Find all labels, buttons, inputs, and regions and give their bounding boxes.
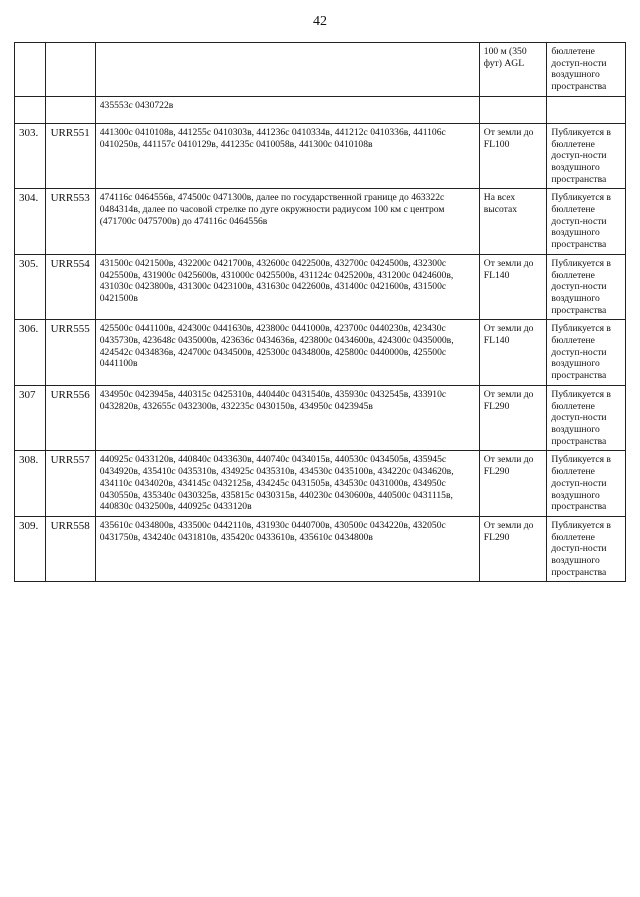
publication-note: Публикуется в бюллетене доступ-ности воздушного пространства — [547, 516, 626, 582]
cell-code — [45, 43, 95, 97]
publication-note: Публикуется в бюллетене доступ-ности воздушного пространства — [547, 123, 626, 189]
table-row — [15, 254, 626, 320]
publication-note: Публикуется в бюллетене доступ-ности воздушного пространства — [547, 254, 626, 320]
table-continuation-row — [15, 96, 626, 123]
area-code: URR557 — [45, 451, 95, 517]
altitude-limits: На всех высотах — [479, 189, 547, 255]
cell-coordinates: 435553с 0430722в — [95, 96, 479, 123]
area-code: URR556 — [45, 385, 95, 451]
cell-publication: бюллетене доступ-ности воздушного пространства — [547, 43, 626, 97]
area-code: URR555 — [45, 320, 95, 386]
row-number: 307 — [15, 385, 46, 451]
area-code: URR558 — [45, 516, 95, 582]
altitude-limits: От земли до FL290 — [479, 451, 547, 517]
area-coordinates: 441300с 0410108в, 441255с 0410303в, 441236с 0410334в, 441212с 0410336в, 441106с 0410250в, 441157с 0410129в, 441235с 0410058в, 441300с 0410108в — [95, 123, 479, 189]
publication-note: Публикуется в бюллетене доступ-ности воздушного пространства — [547, 451, 626, 517]
row-number: 308. — [15, 451, 46, 517]
area-code: URR554 — [45, 254, 95, 320]
table-row — [15, 516, 626, 582]
area-coordinates: 474116с 0464556в, 474500с 0471300в, далее по государственной границе до 463322с 0484314в, далее по часовой стрелке по дуге окружности радиусом 100 км с центром (471700с 0475700в) до 474116с 0464556в — [95, 189, 479, 255]
table-continued-header-row — [15, 43, 626, 97]
cell-altitude — [479, 96, 547, 123]
altitude-limits: От земли до FL100 — [479, 123, 547, 189]
table-row — [15, 385, 626, 451]
row-number: 306. — [15, 320, 46, 386]
restricted-areas-table — [14, 42, 626, 582]
cell-publication — [547, 96, 626, 123]
area-coordinates: 435610с 0434800в, 433500с 0442110в, 431930с 0440700в, 430500с 0434220в, 432050с 0431750в, 434240с 0431810в, 435420с 0433610в, 435610с 0434800в — [95, 516, 479, 582]
cell-number — [15, 96, 46, 123]
area-code: URR553 — [45, 189, 95, 255]
area-coordinates: 431500с 0421500в, 432200с 0421700в, 432600с 0422500в, 432700с 0424500в, 432300с 0425500в, 431900с 0425600в, 431000с 0425500в, 431124с 0425200в, 431200с 0424600в, 431030с 0423800в, 431300с 0423100в, 431630с 0422600в, 431400с 0421600в, 431500с 0421500в — [95, 254, 479, 320]
area-coordinates: 434950с 0423945в, 440315с 0425310в, 440440с 0431540в, 435930с 0432545в, 433910с 0432820в, 432655с 0432300в, 432235с 0430150в, 434950с 0423945в — [95, 385, 479, 451]
row-number: 304. — [15, 189, 46, 255]
cell-code — [45, 96, 95, 123]
row-number: 303. — [15, 123, 46, 189]
publication-note: Публикуется в бюллетене доступ-ности воздушного пространства — [547, 189, 626, 255]
page-number: 42 — [313, 14, 327, 29]
publication-note: Публикуется в бюллетене доступ-ности воздушного пространства — [547, 320, 626, 386]
cell-number — [15, 43, 46, 97]
publication-note: Публикуется в бюллетене доступ-ности воздушного пространства — [547, 385, 626, 451]
altitude-limits: От земли до FL140 — [479, 320, 547, 386]
altitude-limits: От земли до FL140 — [479, 254, 547, 320]
cell-altitude: 100 м (350 фут) AGL — [479, 43, 547, 97]
altitude-limits: От земли до FL290 — [479, 385, 547, 451]
table-row — [15, 123, 626, 189]
table-row — [15, 320, 626, 386]
table-row — [15, 189, 626, 255]
area-code: URR551 — [45, 123, 95, 189]
area-coordinates: 425500с 0441100в, 424300с 0441630в, 423800с 0441000в, 423700с 0440230в, 423430с 0435730в, 423648с 0435000в, 423636с 0434636в, 423800с 0434600в, 424300с 0435000в, 424542с 0434836в, 424700с 0434500в, 425300с 0434800в, 425800с 0440000в, 425500с 0441100в — [95, 320, 479, 386]
table-row — [15, 451, 626, 517]
row-number: 309. — [15, 516, 46, 582]
area-coordinates: 440925с 0433120в, 440840с 0433630в, 440740с 0434015в, 440530с 0434505в, 435945с 0434920в, 435410с 0435310в, 434925с 0435310в, 434530с 0435100в, 434220с 0434620в, 434110с 0434020в, 434145с 0432125в, 434245с 0431505в, 434530с 0431000в, 434950с 0430550в, 435340с 0430325в, 435815с 0430315в, 440230с 0430600в, 440500с 0431115в, 440830с 0432500в, 440925с 0433120в — [95, 451, 479, 517]
cell-coordinates — [95, 43, 479, 97]
altitude-limits: От земли до FL290 — [479, 516, 547, 582]
row-number: 305. — [15, 254, 46, 320]
